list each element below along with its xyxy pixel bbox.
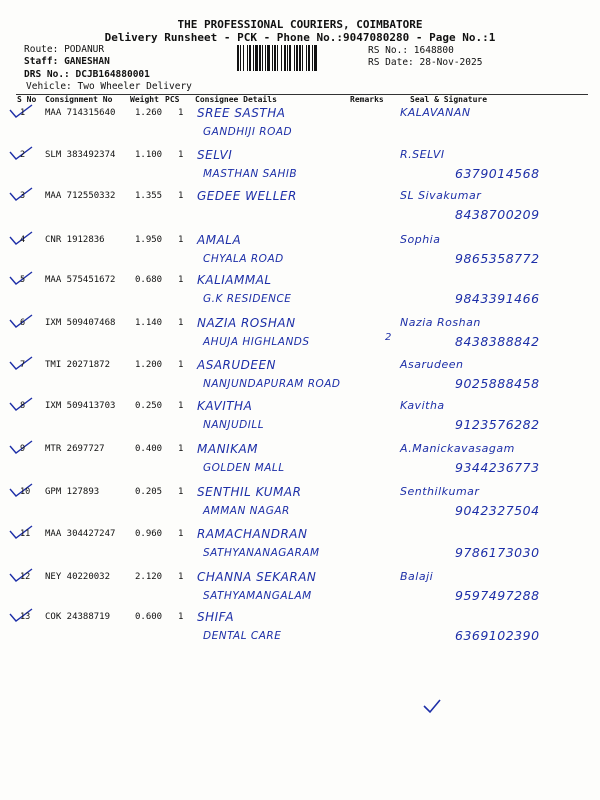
row-weight: 0.600 (135, 612, 163, 622)
row-pcs: 1 (178, 275, 184, 285)
row-consignment: MTR 2697727 (45, 444, 105, 454)
consignee-address: AHUJA HIGHLANDS (203, 336, 310, 348)
consignee-address: G.K RESIDENCE (203, 293, 292, 305)
row-consignment: SLM 383492374 (45, 150, 116, 160)
row-weight: 0.205 (135, 487, 163, 497)
row-pcs: 1 (178, 612, 184, 622)
receiver-phone: 8438388842 (455, 334, 540, 349)
receiver-signature: Nazia Roshan (400, 316, 481, 329)
col-weight: Weight (130, 95, 159, 104)
row-pcs: 1 (178, 191, 184, 201)
col-sno: S No (17, 95, 37, 104)
row-consignment: MAA 712550332 (45, 191, 116, 201)
receiver-phone: 9123576282 (455, 417, 540, 432)
row-sno: 5 (20, 275, 26, 285)
row-sno: 8 (20, 401, 26, 411)
receiver-phone: 9042327504 (455, 503, 540, 518)
consignee-name: SELVI (197, 148, 233, 162)
consignee-address: NANJUNDAPURAM ROAD (203, 378, 341, 390)
rs-number: RS No.: 1648800 (368, 45, 454, 56)
row-pcs: 1 (178, 572, 184, 582)
company-name: THE PROFESSIONAL COURIERS, COIMBATORE (177, 18, 423, 31)
consignee-name: SREE SASTHA (197, 106, 286, 120)
row-sno: 6 (20, 318, 26, 328)
row-weight: 1.950 (135, 235, 163, 245)
row-consignment: COK 24388719 (45, 612, 111, 622)
rs-date: RS Date: 28-Nov-2025 (368, 57, 483, 68)
row-consignment: IXM 509407468 (45, 318, 116, 328)
row-pcs: 1 (178, 401, 184, 411)
consignee-name: NAZIA ROSHAN (197, 316, 296, 330)
col-remarks: Remarks (350, 95, 384, 104)
consignee-address: SATHYANANAGARAM (203, 547, 320, 559)
row-weight: 1.100 (135, 150, 163, 160)
receiver-signature: A.Manickavasagam (400, 442, 515, 455)
receiver-signature: Balaji (400, 570, 434, 583)
receiver-signature: Asarudeen (400, 358, 464, 371)
consignee-name: RAMACHANDRAN (197, 527, 308, 541)
row-weight: 1.140 (135, 318, 163, 328)
receiver-phone: 9344236773 (455, 460, 540, 475)
receiver-phone: 9786173030 (455, 545, 540, 560)
drs-info: DRS No.: DCJB164880001 (24, 69, 150, 80)
receiver-signature: Sophia (400, 233, 441, 246)
row-sno: 4 (20, 235, 26, 245)
consignee-address: SATHYAMANGALAM (203, 590, 312, 602)
row-weight: 0.400 (135, 444, 163, 454)
route-info: Route: PODANUR (24, 44, 105, 55)
row-pcs: 1 (178, 360, 184, 370)
consignee-address: GOLDEN MALL (203, 462, 285, 474)
check-icon (422, 698, 442, 714)
col-consignment: Consignment No (45, 95, 113, 104)
row-consignment: TMI 20271872 (45, 360, 111, 370)
row-weight: 0.680 (135, 275, 163, 285)
row-sno: 12 (20, 572, 31, 582)
row-consignment: GPM 127893 (45, 487, 100, 497)
consignee-name: KAVITHA (197, 399, 253, 413)
staff-info: Staff: GANESHAN (24, 56, 110, 67)
row-sno: 1 (20, 108, 26, 118)
row-weight: 0.250 (135, 401, 163, 411)
consignee-name: KALIAMMAL (197, 273, 272, 287)
consignee-address: AMMAN NAGAR (203, 505, 290, 517)
col-pcs: PCS (165, 95, 180, 104)
receiver-phone: 9843391466 (455, 291, 540, 306)
row-pcs: 1 (178, 318, 184, 328)
consignee-name: SHIFA (197, 610, 235, 624)
receiver-signature: SL Sivakumar (400, 189, 482, 202)
row-sno: 9 (20, 444, 26, 454)
receiver-signature: KALAVANAN (400, 106, 471, 119)
runsheet-title: Delivery Runsheet - PCK - Phone No.:9047080280 - Page No.:1 (104, 31, 496, 44)
row-weight: 1.355 (135, 191, 163, 201)
row-sno: 2 (20, 150, 26, 160)
receiver-signature: R.SELVI (400, 148, 445, 161)
row-sno: 3 (20, 191, 26, 201)
row-pcs: 1 (178, 108, 184, 118)
col-seal-signature: Seal & Signature (410, 95, 488, 104)
row-consignment: NEY 40220032 (45, 572, 111, 582)
consignee-name: AMALA (197, 233, 242, 247)
row-sno: 13 (20, 612, 31, 622)
consignee-name: ASARUDEEN (197, 358, 277, 372)
row-consignment: MAA 575451672 (45, 275, 116, 285)
receiver-phone: 6369102390 (455, 628, 540, 643)
consignee-address: NANJUDILL (203, 419, 265, 431)
row-consignment: CNR 1912836 (45, 235, 105, 245)
row-pcs: 1 (178, 529, 184, 539)
row-weight: 0.960 (135, 529, 163, 539)
consignee-address: MASTHAN SAHIB (203, 168, 298, 180)
row-weight: 1.200 (135, 360, 163, 370)
row-weight: 2.120 (135, 572, 163, 582)
row-sno: 10 (20, 487, 31, 497)
receiver-signature: Senthilkumar (400, 485, 480, 498)
consignee-address: DENTAL CARE (203, 630, 282, 642)
row-pcs: 1 (178, 235, 184, 245)
receiver-phone: 9865358772 (455, 251, 540, 266)
row-pcs: 1 (178, 150, 184, 160)
consignee-name: MANIKAM (197, 442, 259, 456)
row-consignment: IXM 509413703 (45, 401, 116, 411)
consignee-name: CHANNA SEKARAN (197, 570, 317, 584)
receiver-phone: 9597497288 (455, 588, 540, 603)
consignee-name: GEDEE WELLER (197, 189, 297, 203)
row-sno: 7 (20, 360, 26, 370)
receiver-phone: 9025888458 (455, 376, 540, 391)
barcode (237, 45, 363, 71)
consignee-name: SENTHIL KUMAR (197, 485, 302, 499)
receiver-signature: Kavitha (400, 399, 445, 412)
row-pcs: 1 (178, 487, 184, 497)
receiver-phone: 8438700209 (455, 207, 540, 222)
row-pcs: 1 (178, 444, 184, 454)
vehicle-info: Vehicle: Two Wheeler Delivery (26, 81, 192, 92)
row-sno: 11 (20, 529, 31, 539)
remark-note: 2 (385, 332, 392, 343)
consignee-address: CHYALA ROAD (203, 253, 284, 265)
row-weight: 1.260 (135, 108, 163, 118)
row-consignment: MAA 714315640 (45, 108, 116, 118)
col-consignee: Consignee Details (195, 95, 277, 104)
consignee-address: GANDHIJI ROAD (203, 126, 293, 138)
row-consignment: MAA 304427247 (45, 529, 116, 539)
receiver-phone: 6379014568 (455, 166, 540, 181)
